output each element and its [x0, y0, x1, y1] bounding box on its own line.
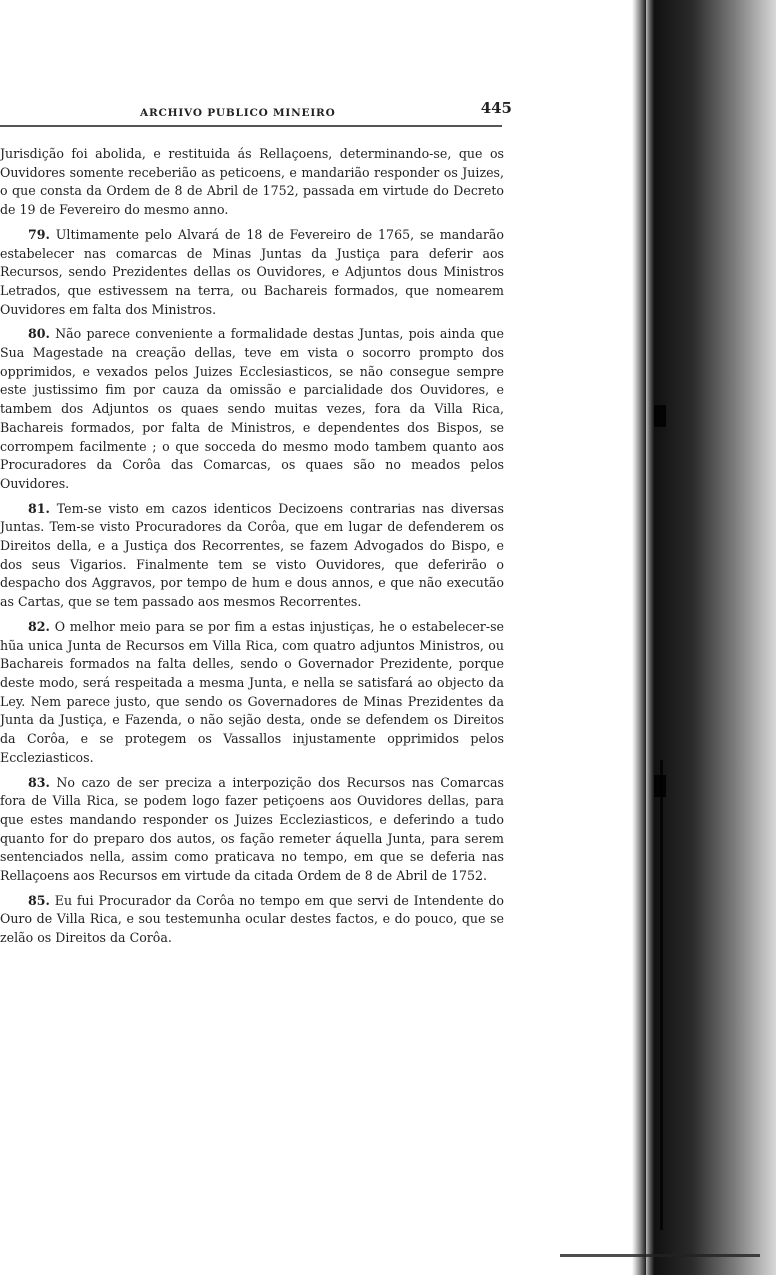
paragraph	[0, 500, 504, 612]
paragraph-text: No cazo de ser preciza a interpozição dos Recursos nas Comarcas fora de Villa Rica, se podem logo fazer petiçoens aos Ouvidores dellas, para que estes mandando responder os Juizes Eccleziasticos, e deferindo a tudo quanto for do preparo dos autos, os fação remeter áquella Junta, para serem sentenciados nella, assim como praticava no tempo, em que se deferia nas Rellaçoens aos Recursos em virtude da citada Ordem de 8 de Abril de 1752.	[0, 774, 504, 884]
paragraph-number: 79.	[28, 226, 50, 242]
book-spine-shadow	[636, 0, 776, 1275]
paragraph	[0, 774, 504, 886]
page-number: 445	[480, 99, 512, 117]
scan-mark	[654, 775, 666, 797]
paragraph-text: Não parece conveniente a formalidade destas Juntas, pois ainda que Sua Magestade na creação dellas, teve em vista o socorro prompto dos opprimidos, e vexados pelos Juizes Ecclesiasticos, se não consegue sempre este justissimo fim por cauza da omissão e parcialidade dos Ouvidores, e tambem dos Adjuntos os quaes sendo muitas vezes, fora da Villa Rica, Bachareis formados, por falta de Ministros, e dependentes dos Bispos, se corrompem facilmente ; o que socceda do mesmo modo tambem quanto aos Procuradores da Corôa das Comarcas, os quaes são no meados pelos Ouvidores.	[0, 326, 504, 491]
paragraph-number: 83.	[28, 774, 50, 790]
paragraph-text: Eu fui Procurador da Corôa no tempo em que servi de Intendente do Ouro de Villa Rica, e sou testemunha ocular destes factos, e do pouco, que se zelão os Direitos da Corôa.	[0, 892, 504, 946]
scan-mark	[654, 405, 666, 427]
paragraph-number: 82.	[28, 618, 50, 634]
page-header	[0, 99, 512, 121]
scan-bottom-line	[560, 1254, 760, 1257]
scan-streak	[660, 760, 663, 1230]
paragraph	[0, 145, 504, 220]
paragraph-text: Ultimamente pelo Alvará de 18 de Fevereiro de 1765, se mandarão estabelecer nas comarcas de Minas Juntas da Justiça para deferir aos Recursos, sendo Prezidentes dellas os Ouvidores, e Adjuntos dous Ministros Letrados, que estivessem na terra, ou Bachareis formados, que nomearem Ouvidores em falta dos Ministros.	[0, 226, 504, 317]
header-rule	[0, 125, 502, 127]
paragraph	[0, 325, 504, 493]
paragraph	[0, 618, 504, 768]
paragraph-text: Jurisdição foi abolida, e restituida ás Rellaçoens, determinando-se, que os Ouvidores somente receberião as peticoens, e mandarião responder os Juizes, o que consta da Ordem de 8 de Abril de 1752, passada em virtude do Decreto de 19 de Fevereiro do mesmo anno.	[0, 146, 504, 218]
running-head: ARCHIVO PUBLICO MINEIRO	[140, 107, 336, 119]
page-edge-shadow	[632, 0, 646, 1275]
paragraph-number: 81.	[28, 500, 50, 516]
paragraph-text: Tem-se visto em cazos identicos Decizoens contrarias nas diversas Juntas. Tem-se visto Procuradores da Corôa, que em lugar de defenderem os Direitos della, e a Justiça dos Recorrentes, se fazem Advogados do Bispo, e dos seus Vigarios. Finalmente tem se visto Ouvidores, que deferirão o despacho dos Aggravos, por tempo de hum e dous annos, e que não executão as Cartas, que se tem passado aos mesmos Recorrentes.	[0, 500, 504, 610]
paragraph	[0, 892, 504, 948]
paragraph-number: 80.	[28, 326, 50, 342]
body-text	[0, 145, 504, 954]
paragraph	[0, 226, 504, 320]
paragraph-text: O melhor meio para se por fim a estas injustiças, he o estabelecer-se hũa unica Junta de Recursos em Villa Rica, com quatro adjuntos Ministros, ou Bachareis formados na falta delles, sendo o Governador Prezidente, porque deste modo, será respeitada a mesma Junta, e nella se satisfará ao objecto da Ley. Nem parece justo, que sendo os Governadores de Minas Prezidentes da Junta da Justiça, e Fazenda, o não sejão desta, onde se defendem os Direitos da Corôa, e se protegem os Vassallos injustamente opprimidos pelos Eccleziasticos.	[0, 618, 504, 765]
paragraph-number: 85.	[28, 892, 50, 908]
